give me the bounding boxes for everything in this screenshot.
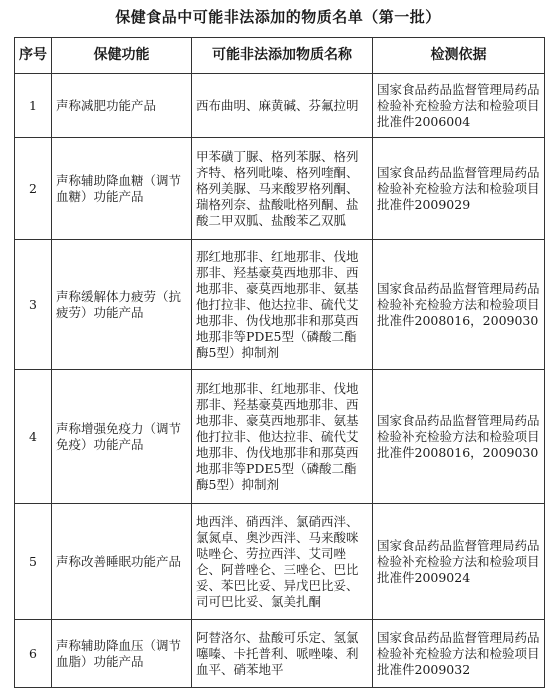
page-title: 保健食品中可能非法添加的物质名单（第一批） [115,8,441,26]
cell-basis: 国家食品药品监督管理局药品检验补充检验方法和检验项目批准件2009024 [373,504,545,620]
cell-basis: 国家食品药品监督管理局药品检验补充检验方法和检验项目批准件2006004 [373,74,545,138]
cell-basis: 国家食品药品监督管理局药品检验补充检验方法和检验项目批准件2009032 [373,620,545,688]
cell-substances: 甲苯磺丁脲、格列苯脲、格列齐特、格列吡嗪、格列喹酮、格列美脲、马来酸罗格列酮、瑞格列奈、盐酸吡格列酮、盐酸二甲双胍、盐酸苯乙双胍 [192,138,373,240]
table-header-row [15,38,545,74]
table-row [15,74,545,138]
cell-no: 5 [15,504,52,620]
cell-function: 声称缓解体力疲劳（抗疲劳）功能产品 [52,240,192,370]
header-no: 序号 [15,38,52,74]
cell-no: 1 [15,74,52,138]
cell-substances: 那红地那非、红地那非、伐地那非、羟基豪莫西地那非、西地那非、豪莫西地那非、氨基他打拉非、他达拉非、硫代艾地那非、伪伐地那非和那莫西地那非等PDE5型（磷酸二酯酶5型）抑制剂 [192,240,373,370]
table-row [15,370,545,504]
header-basis: 检测依据 [373,38,545,74]
cell-no: 4 [15,370,52,504]
table-row [15,504,545,620]
table-row [15,240,545,370]
cell-basis: 国家食品药品监督管理局药品检验补充检验方法和检验项目批准件2008016，2009030 [373,240,545,370]
cell-substances: 那红地那非、红地那非、伐地那非、羟基豪莫西地那非、西地那非、豪莫西地那非、氨基他打拉非、他达拉非、硫代艾地那非、伪伐地那非和那莫西地那非等PDE5型（磷酸二酯酶5型）抑制剂 [192,370,373,504]
cell-substances: 西布曲明、麻黄碱、芬氟拉明 [192,74,373,138]
cell-no: 3 [15,240,52,370]
table-row [15,138,545,240]
cell-function: 声称减肥功能产品 [52,74,192,138]
cell-function: 声称增强免疫力（调节免疫）功能产品 [52,370,192,504]
cell-no: 2 [15,138,52,240]
cell-substances: 地西泮、硝西泮、氯硝西泮、氯氮卓、奥沙西泮、马来酸咪哒唑仑、劳拉西泮、艾司唑仑、阿普唑仑、三唑仑、巴比妥、苯巴比妥、异戊巴比妥、司可巴比妥、氯美扎酮 [192,504,373,620]
cell-function: 声称辅助降血糖（调节血糖）功能产品 [52,138,192,240]
header-function: 保健功能 [52,38,192,74]
header-substances: 可能非法添加物质名称 [192,38,373,74]
cell-no: 6 [15,620,52,688]
table-row [15,620,545,688]
cell-basis: 国家食品药品监督管理局药品检验补充检验方法和检验项目批准件2008016，2009030 [373,370,545,504]
substance-table [14,37,545,688]
cell-substances: 阿替洛尔、盐酸可乐定、氢氯噻嗪、卡托普利、哌唑嗪、利血平、硝苯地平 [192,620,373,688]
cell-function: 声称改善睡眠功能产品 [52,504,192,620]
cell-basis: 国家食品药品监督管理局药品检验补充检验方法和检验项目批准件2009029 [373,138,545,240]
cell-function: 声称辅助降血压（调节血脂）功能产品 [52,620,192,688]
